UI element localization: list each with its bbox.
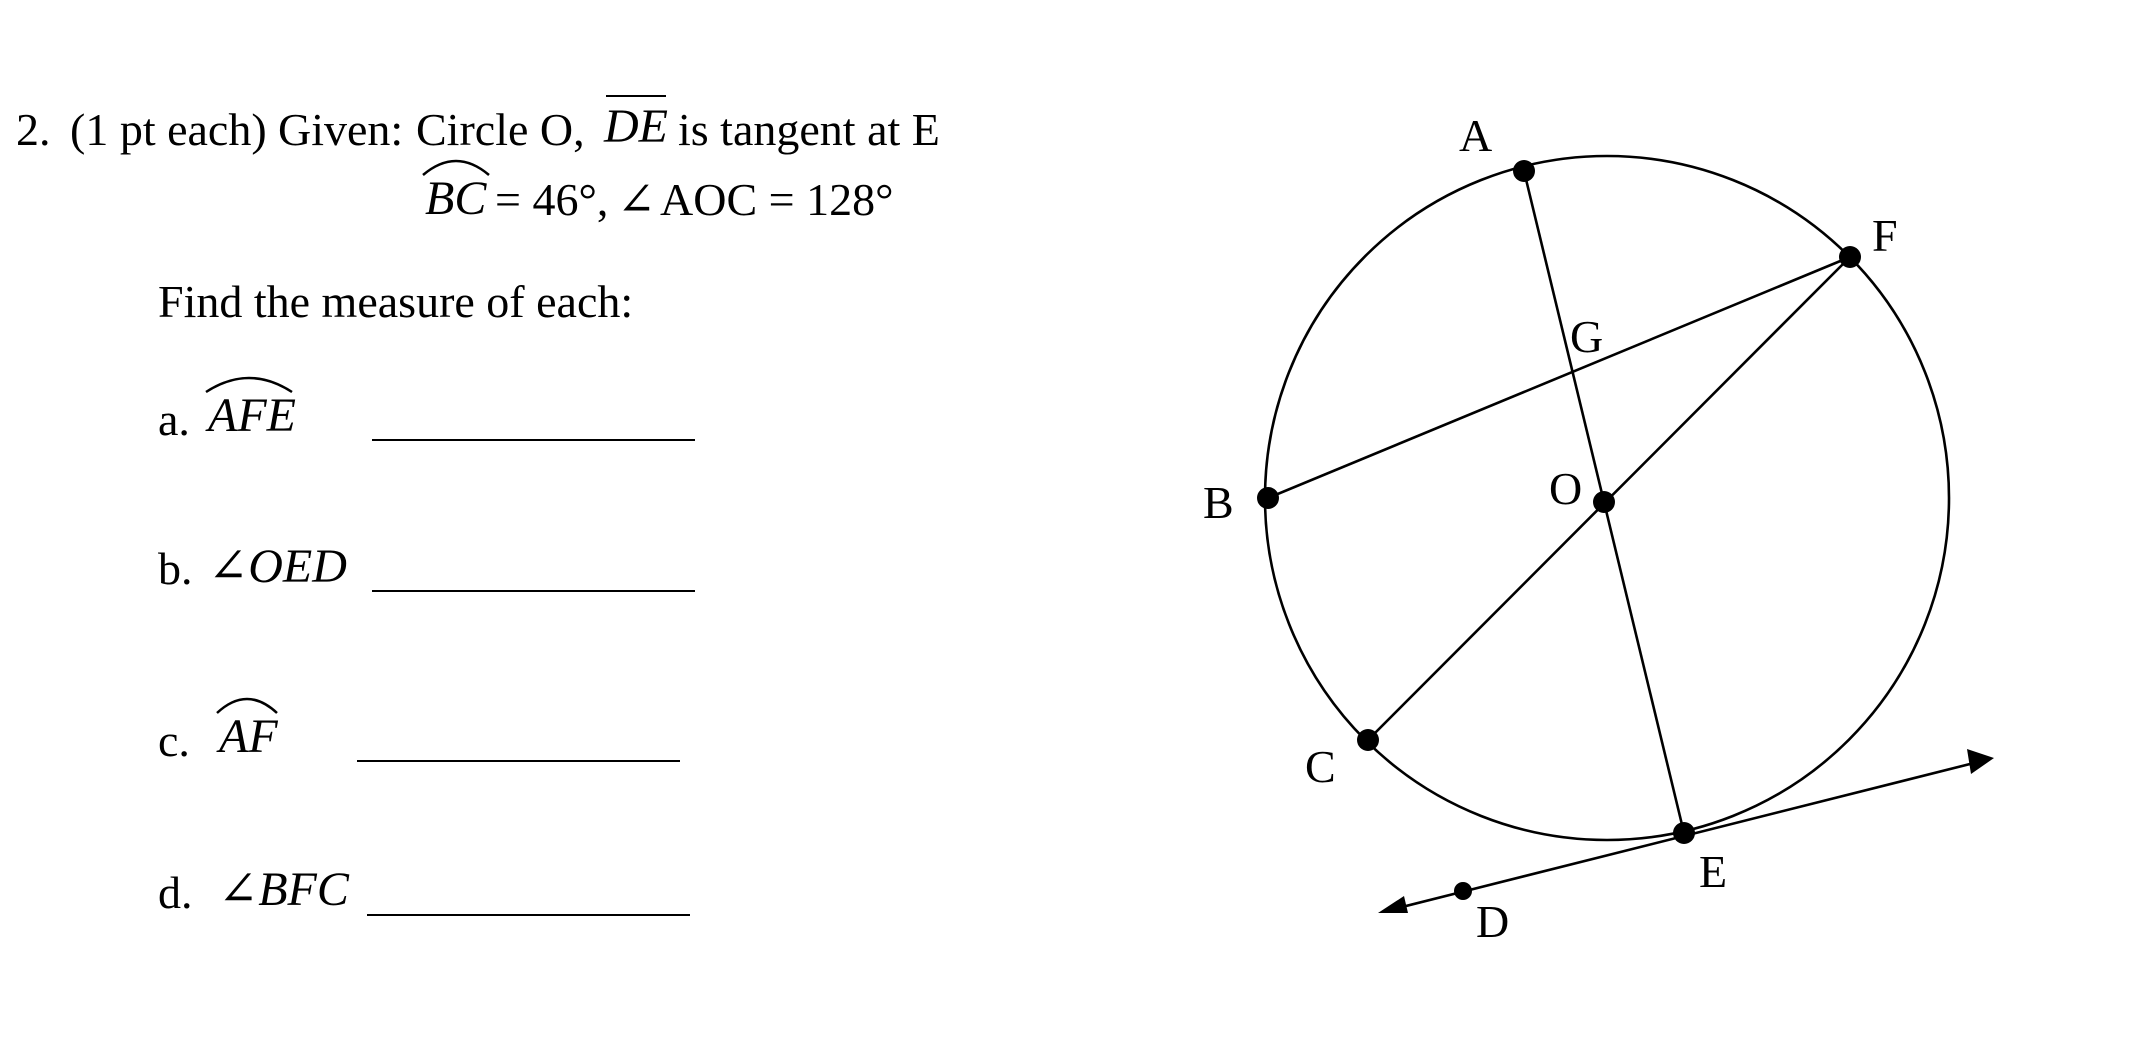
label-d: D bbox=[1476, 896, 1510, 947]
label-f: F bbox=[1872, 210, 1898, 261]
tangent-segment-text: DE bbox=[604, 100, 668, 153]
angle-aoc-text: AOC = 128° bbox=[660, 174, 894, 225]
question-c-text: AF bbox=[219, 710, 278, 763]
arrowhead-left-icon bbox=[1378, 896, 1408, 913]
point-b bbox=[1257, 487, 1279, 509]
label-o: O bbox=[1549, 463, 1583, 514]
question-d-text: BFC bbox=[258, 863, 349, 916]
given-circle-text: Circle O, bbox=[416, 104, 585, 155]
point-f bbox=[1839, 246, 1861, 268]
problem-number: 2. bbox=[16, 104, 51, 155]
label-e: E bbox=[1699, 846, 1728, 897]
question-b-text: OED bbox=[248, 540, 347, 593]
question-d-letter: d. bbox=[158, 867, 193, 918]
angle-symbol: ∠ bbox=[617, 174, 656, 225]
question-a-letter: a. bbox=[158, 394, 190, 445]
question-a-text: AFE bbox=[208, 389, 296, 442]
chord-bf bbox=[1268, 257, 1850, 498]
point-a bbox=[1513, 160, 1535, 182]
arc-bc-text: BC bbox=[425, 172, 487, 225]
point-o bbox=[1593, 491, 1615, 513]
arrowhead-right-icon bbox=[1967, 749, 1994, 774]
question-c-letter: c. bbox=[158, 715, 190, 766]
arc-bc-value: = 46°, bbox=[495, 174, 609, 225]
instruction-text: Find the measure of each: bbox=[158, 276, 634, 327]
point-e bbox=[1673, 822, 1695, 844]
label-g: G bbox=[1570, 311, 1604, 362]
point-d bbox=[1454, 882, 1472, 900]
angle-symbol: ∠ bbox=[208, 540, 249, 593]
problem-points: (1 pt each) bbox=[70, 104, 267, 155]
label-c: C bbox=[1305, 741, 1336, 792]
question-b-letter: b. bbox=[158, 543, 193, 594]
point-c bbox=[1357, 729, 1379, 751]
tangent-text: is tangent at E bbox=[678, 104, 940, 155]
angle-symbol: ∠ bbox=[218, 863, 259, 916]
label-b: B bbox=[1203, 477, 1234, 528]
given-label: Given: bbox=[278, 104, 404, 155]
label-a: A bbox=[1459, 110, 1493, 161]
